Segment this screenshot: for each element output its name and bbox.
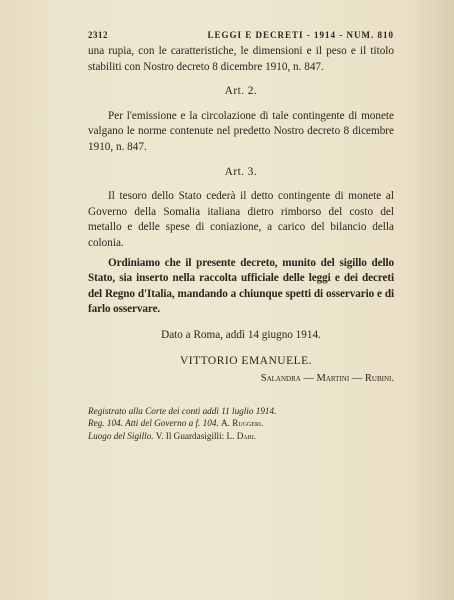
running-title: LEGGI E DECRETI - 1914 - NUM. 810 <box>207 30 394 40</box>
ministers-signatures: Salandra — Martini — Rubini. <box>260 373 394 385</box>
registration-line-2-name: A. Ruggeri. <box>221 418 264 429</box>
seal-place: Luogo del Sigillo. <box>88 430 154 441</box>
guardasigilli-name: L. Dari. <box>226 430 256 441</box>
guardasigilli-label: V. Il Guardasigilli: <box>155 430 225 441</box>
page-header <box>88 30 394 40</box>
page-number: 2312 <box>88 30 108 40</box>
article-2-heading: Art. 2. <box>224 85 258 98</box>
date-line: Dato a Roma, addì 14 giugno 1914. <box>161 328 321 341</box>
order-paragraph: Ordiniamo che il presente decreto, munito del sigillo dello Stato, sia inserto nella raccolta ufficiale delle leggi e dei decreti del Regno d'Italia, mandando a chiunque spetti di osservario e di farlo osservare. <box>88 256 394 316</box>
article-3-heading: Art. 3. <box>224 165 258 178</box>
registration-line-3 <box>88 430 394 443</box>
intro-paragraph: una rupia, con le caratteristiche, le dimensioni e il peso e il titolo stabiliti con Nostro decreto 8 dicembre 1910, n. 847. <box>88 45 394 73</box>
article-2-text: Per l'emissione e la circolazione di tale contingente di monete valgano le norme contenute nel predetto Nostro decreto 8 dicembre 1910, n. 847. <box>88 109 394 153</box>
registration-block <box>88 405 394 443</box>
decree-body <box>88 44 394 442</box>
article-3-text: Il tesoro dello Stato cederà il detto contingente di monete al Governo della Somalia italiana dietro rimborso del costo del metallo e delle spese di coniazione, a carico del bilancio della colonia. <box>88 190 394 249</box>
royal-signature: VITTORIO EMANUELE. <box>179 354 313 367</box>
registration-line-2-text: Reg. 104. Atti del Governo a f. 104. <box>88 418 219 429</box>
registration-line-2 <box>88 417 394 430</box>
registration-line-1: Registrato alla Corte dei conti addì 11 luglio 1914. <box>88 405 277 416</box>
